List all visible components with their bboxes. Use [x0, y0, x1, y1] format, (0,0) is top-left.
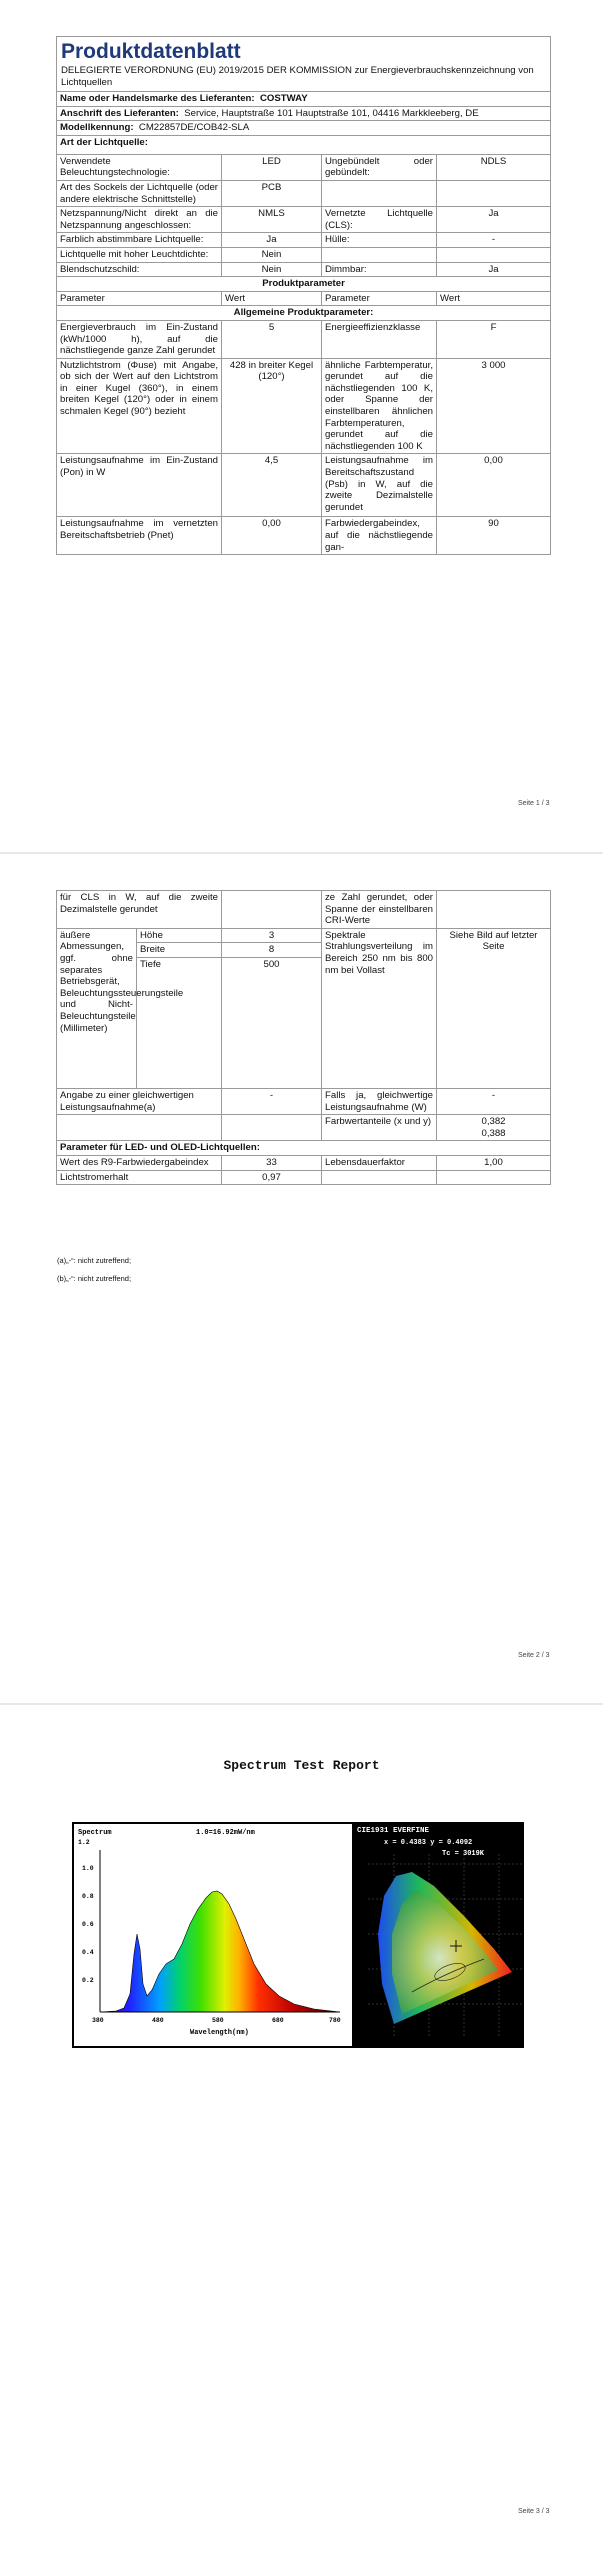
- spectral-label: Spektrale Strahlungsverteilung im Bereich 250 nm bis 800 nm bei Vollast: [322, 928, 437, 1088]
- supplier-row: [57, 92, 551, 107]
- dims-label: äußere Abmessungen, ggf. ohne separates Betriebsgerät, Beleuchtungssteuerungsteile und Nicht-Beleuchtungsteile (Millimeter): [57, 928, 137, 1088]
- row-value: LED: [222, 154, 322, 180]
- dim-value: 8: [222, 943, 322, 958]
- table-row: [57, 207, 551, 233]
- datasheet-table-page2: [56, 890, 551, 1185]
- column-header-row: [57, 291, 551, 306]
- equiv2-label: Falls ja, gleichwertige Leistungsaufnahme (W): [322, 1088, 437, 1114]
- cie-title: CIE1931 EVERFINE: [357, 1827, 430, 1835]
- table-row: [57, 154, 551, 180]
- param-value: 3 000: [437, 358, 551, 454]
- datasheet-table-page1: [56, 36, 551, 555]
- model-row: [57, 121, 551, 136]
- row-label: Blendschutzschild:: [57, 262, 222, 277]
- page-separator: [0, 1703, 603, 1705]
- lm-value: 0,97: [222, 1170, 322, 1185]
- page-number: Seite 3 / 3: [518, 2508, 550, 2515]
- param-value: F: [437, 320, 551, 358]
- param-label: Farbwiedergabeindex, auf die nächstliegende gan-: [322, 517, 437, 555]
- empty-cell: [437, 1170, 551, 1185]
- row-value: Ja: [222, 233, 322, 248]
- empty-cell: [222, 891, 322, 929]
- y-tick-label: 0.8: [82, 1893, 94, 1900]
- row-value: Ja: [437, 262, 551, 277]
- lm-label: Lichtstromerhalt: [57, 1170, 222, 1185]
- row-value: [437, 247, 551, 262]
- row-label: [322, 247, 437, 262]
- supplier-value: COSTWAY: [259, 93, 308, 104]
- table-row: [57, 891, 551, 929]
- param-label: ähnliche Farbtemperatur, gerundet auf die nächstliegenden 100 K, oder Spanne der einstellbaren ähnlichen Farbtemperaturen, gerundet auf die nächstliegenden 100 K: [322, 358, 437, 454]
- param-value: 0,00: [437, 454, 551, 517]
- equiv-value: -: [222, 1088, 322, 1114]
- spectrum-curve: [100, 1891, 340, 2012]
- table-row: [57, 928, 551, 943]
- cie-xy: x = 0.4383 y = 0.4092: [384, 1839, 473, 1847]
- farb-label: Farbwertanteile (x und y): [322, 1115, 437, 1141]
- r9-value: 33: [222, 1155, 322, 1170]
- spectrum-peak-label: 1.0=16.92mW/nm: [196, 1829, 255, 1837]
- equiv-label-text: Angabe zu einer gleichwertigen Leistungsaufnahme(a): [60, 1089, 194, 1113]
- row-label: Farblich abstimmbare Lichtquelle:: [57, 233, 222, 248]
- row-value: NDLS: [437, 154, 551, 180]
- footnote-b: (b)„-“: nicht zutreffend;: [57, 1274, 132, 1283]
- table-row: [57, 262, 551, 277]
- spectral-value: Siehe Bild auf letzter Seite: [437, 928, 551, 1088]
- param-label: Energieeffizienzklasse: [322, 320, 437, 358]
- row-label: Netzspannung/Nicht direkt an die Netzspannung angeschlossen:: [57, 207, 222, 233]
- farb-y: 0,388: [481, 1127, 506, 1139]
- life-value: 1,00: [437, 1155, 551, 1170]
- x-tick-label: 680: [272, 2017, 284, 2024]
- param-value: 0,00: [222, 517, 322, 555]
- allgemeine-header: Allgemeine Produktparameter:: [57, 306, 551, 321]
- cont-label: für CLS in W, auf die zweite Dezimalstelle gerundet: [57, 891, 222, 929]
- y-tick-label: 0.2: [82, 1977, 94, 1984]
- empty-cell: [437, 891, 551, 929]
- led-header: Parameter für LED- und OLED-Lichtquellen:: [57, 1141, 551, 1156]
- dim-name: Breite: [137, 943, 222, 958]
- row-label: [322, 180, 437, 206]
- y-tick-label: 0.4: [82, 1949, 94, 1956]
- model-value: CM22857DE/COB42-SLA: [138, 122, 250, 134]
- cie-tc: Tc = 3019K: [442, 1850, 485, 1858]
- equiv2-value: -: [437, 1088, 551, 1114]
- row-value: Nein: [222, 247, 322, 262]
- farb-value: [437, 1115, 551, 1141]
- table-row: [57, 454, 551, 517]
- param-label: Energieverbrauch im Ein-Zustand (kWh/1000 h), auf die nächstliegende ganze Zahl gerundet: [57, 320, 222, 358]
- report-title: Spectrum Test Report: [223, 1758, 380, 1773]
- life-label: Lebensdauerfaktor: [322, 1155, 437, 1170]
- y-tick-label: 0.6: [82, 1921, 94, 1928]
- spectrum-panel: [72, 1822, 354, 2048]
- param-value: 5: [222, 320, 322, 358]
- regulation-text: DELEGIERTE VERORDNUNG (EU) 2019/2015 DER KOMMISSION zur Energieverbrauchskennzeichnung von Lichtquellen: [61, 65, 534, 88]
- table-row: [57, 1170, 551, 1185]
- empty-cell: [222, 1115, 322, 1141]
- cie-panel: [352, 1822, 524, 2048]
- col-header-wert: Wert: [222, 291, 322, 306]
- farb-x: 0,382: [481, 1116, 506, 1128]
- table-row: [57, 517, 551, 555]
- param-label: Leistungsaufnahme im Ein-Zustand (Pon) in W: [57, 454, 222, 517]
- empty-cell: [322, 1170, 437, 1185]
- table-row: [57, 247, 551, 262]
- y-tick-label: 1.2: [78, 1839, 90, 1846]
- col-header-wert: Wert: [437, 291, 551, 306]
- row-label: Dimmbar:: [322, 262, 437, 277]
- dim-value: 3: [222, 928, 322, 943]
- x-tick-label: 780: [329, 2017, 341, 2024]
- table-row: [57, 1088, 551, 1114]
- row-label: Hülle:: [322, 233, 437, 248]
- col-header-param: Parameter: [57, 291, 222, 306]
- footnote-a: (a)„-“: nicht zutreffend;: [57, 1256, 132, 1265]
- x-tick-label: 480: [152, 2017, 164, 2024]
- spectrum-label: Spectrum: [78, 1829, 112, 1837]
- param-value: 4,5: [222, 454, 322, 517]
- table-row: [57, 358, 551, 454]
- dim-name: Höhe: [137, 928, 222, 943]
- table-row: [57, 180, 551, 206]
- empty-cell: [57, 1115, 222, 1141]
- spectrum-chart: [74, 1824, 352, 2046]
- table-row: [57, 320, 551, 358]
- row-label: Verwendete Beleuchtungstechnologie:: [57, 154, 222, 180]
- r9-label: Wert des R9-Farbwiedergabeindex: [57, 1155, 222, 1170]
- page-title: Produktdatenblatt: [61, 40, 241, 63]
- row-value: -: [437, 233, 551, 248]
- address-row: [57, 106, 551, 121]
- row-value: [437, 180, 551, 206]
- row-value: Nein: [222, 262, 322, 277]
- x-tick-label: 380: [92, 2017, 104, 2024]
- address-label: Anschrift des Lieferanten:: [60, 107, 179, 119]
- cie-diagram: [354, 1824, 522, 2046]
- param-value: 428 in breiter Kegel (120°): [222, 358, 322, 454]
- model-label: Modellkennung:: [60, 122, 134, 134]
- row-value: PCB: [222, 180, 322, 206]
- x-axis-label: Wavelength(nm): [190, 2029, 249, 2037]
- address-value: Service, Hauptstraße 101 Hauptstraße 101, 04416 Markkleeberg, DE: [184, 107, 479, 119]
- row-label: Vernetzte Lichtquelle (CLS):: [322, 207, 437, 233]
- table-row: [57, 233, 551, 248]
- param-label: Leistungsaufnahme im vernetzten Bereitschaftsbetrieb (Pnet): [57, 517, 222, 555]
- row-label: Art des Sockels der Lichtquelle (oder andere elektrische Schnittstelle): [57, 180, 222, 206]
- col-header-param: Parameter: [322, 291, 437, 306]
- table-row: [57, 1115, 551, 1141]
- dim-value: 500: [222, 957, 322, 1088]
- row-value: NMLS: [222, 207, 322, 233]
- cont-label: ze Zahl gerundet, oder Spanne der einstellbaren CRI-Werte: [322, 891, 437, 929]
- equiv-label: [57, 1088, 222, 1114]
- param-value: 90: [437, 517, 551, 555]
- y-tick-label: 1.0: [82, 1865, 94, 1872]
- header-cell: [57, 37, 551, 92]
- x-tick-label: 580: [212, 2017, 224, 2024]
- dim-name: Tiefe: [137, 957, 222, 1088]
- page-separator: [0, 852, 603, 854]
- page-number: Seite 2 / 3: [518, 1652, 550, 1659]
- row-label: Ungebündelt oder gebündelt:: [322, 154, 437, 180]
- param-label: Leistungsaufnahme im Bereitschaftszustand (Psb) in W, auf die zweite Dezimalstelle gerundet: [322, 454, 437, 517]
- row-label: Lichtquelle mit hoher Leuchtdichte:: [57, 247, 222, 262]
- param-label: Nutzlichtstrom (Φuse) mit Angabe, ob sich der Wert auf den Lichtstrom in einer Kugel (360°), in einem breiten Kegel (120°) oder in einem schmalen Kegel (90°) bezieht: [57, 358, 222, 454]
- page-number: Seite 1 / 3: [518, 800, 550, 807]
- produktparameter-header: Produktparameter: [57, 277, 551, 292]
- row-value: Ja: [437, 207, 551, 233]
- type-header: Art der Lichtquelle:: [57, 135, 551, 154]
- supplier-label: Name oder Handelsmarke des Lieferanten:: [60, 93, 255, 104]
- table-row: [57, 1155, 551, 1170]
